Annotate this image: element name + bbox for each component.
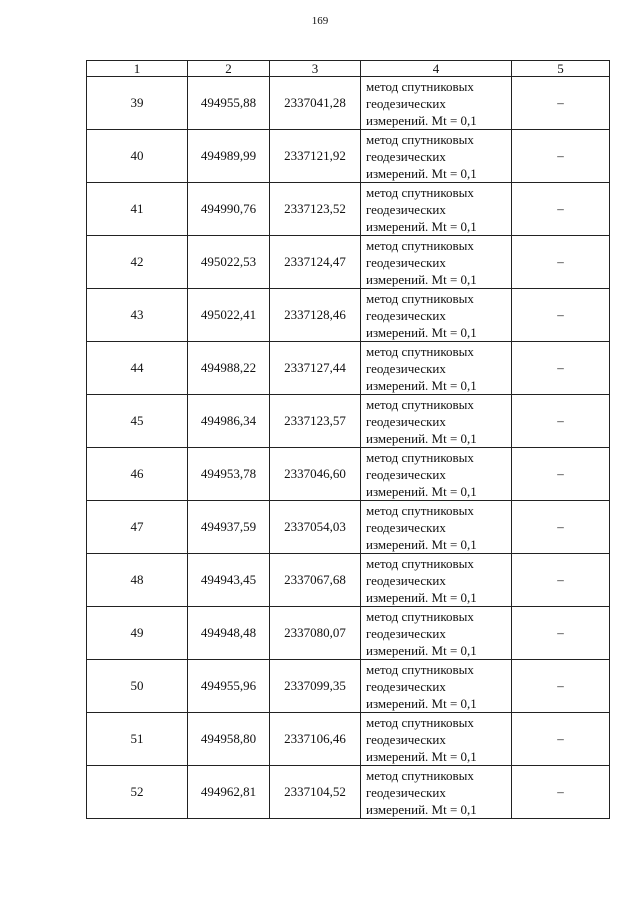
- column-header-4: 4: [361, 61, 512, 77]
- table-row: [87, 289, 610, 342]
- point-number-cell-text: 50: [130, 678, 144, 693]
- method-cell-text: метод спутниковых геодезических измерений. Mt = 0,1: [366, 184, 477, 234]
- point-number-cell-text: 42: [130, 254, 144, 269]
- point-number-cell: [87, 183, 188, 236]
- point-number-cell-text: 46: [130, 466, 144, 481]
- method-cell: [361, 289, 512, 342]
- y-coordinate-cell: [270, 501, 361, 554]
- table-row: [87, 395, 610, 448]
- column-header-3: 3: [270, 61, 361, 77]
- table-body: [87, 77, 610, 819]
- note-cell: [512, 342, 610, 395]
- method-cell: [361, 183, 512, 236]
- y-coordinate-cell: [270, 554, 361, 607]
- y-coordinate-cell-text: 2337099,35: [284, 678, 346, 693]
- method-cell-text: метод спутниковых геодезических измерений. Mt = 0,1: [366, 237, 477, 287]
- note-cell-text: –: [557, 254, 564, 269]
- method-cell-text: метод спутниковых геодезических измерений. Mt = 0,1: [366, 396, 477, 446]
- y-coordinate-cell: [270, 77, 361, 130]
- method-cell: [361, 342, 512, 395]
- method-cell: [361, 501, 512, 554]
- x-coordinate-cell-text: 494953,78: [200, 466, 257, 481]
- note-cell-text: –: [557, 95, 564, 110]
- point-number-cell: [87, 130, 188, 183]
- table-row: [87, 183, 610, 236]
- y-coordinate-cell-text: 2337124,47: [284, 254, 346, 269]
- x-coordinate-cell: [188, 130, 270, 183]
- point-number-cell-text: 51: [130, 731, 144, 746]
- note-cell: [512, 77, 610, 130]
- table-row: [87, 236, 610, 289]
- x-coordinate-cell: [188, 501, 270, 554]
- point-number-cell: [87, 77, 188, 130]
- note-cell: [512, 660, 610, 713]
- note-cell-text: –: [557, 148, 564, 163]
- note-cell-text: –: [557, 201, 564, 216]
- column-header-5: 5: [512, 61, 610, 77]
- point-number-cell: [87, 289, 188, 342]
- table-row: [87, 448, 610, 501]
- method-cell: [361, 713, 512, 766]
- method-cell-text: метод спутниковых геодезических измерений. Mt = 0,1: [366, 767, 477, 817]
- y-coordinate-cell-text: 2337067,68: [284, 572, 346, 587]
- x-coordinate-cell: [188, 77, 270, 130]
- note-cell-text: –: [557, 731, 564, 746]
- note-cell: [512, 289, 610, 342]
- y-coordinate-cell: [270, 183, 361, 236]
- x-coordinate-cell: [188, 713, 270, 766]
- method-cell: [361, 130, 512, 183]
- x-coordinate-cell: [188, 342, 270, 395]
- table-row: [87, 766, 610, 819]
- note-cell-text: –: [557, 519, 564, 534]
- method-cell-text: метод спутниковых геодезических измерений. Mt = 0,1: [366, 449, 477, 499]
- note-cell: [512, 554, 610, 607]
- method-cell: [361, 607, 512, 660]
- y-coordinate-cell-text: 2337041,28: [284, 95, 346, 110]
- note-cell-text: –: [557, 572, 564, 587]
- table-row: [87, 77, 610, 130]
- y-coordinate-cell: [270, 713, 361, 766]
- note-cell-text: –: [557, 413, 564, 428]
- point-number-cell: [87, 342, 188, 395]
- point-number-cell: [87, 448, 188, 501]
- method-cell: [361, 660, 512, 713]
- point-number-cell: [87, 236, 188, 289]
- point-number-cell-text: 39: [130, 95, 144, 110]
- note-cell: [512, 236, 610, 289]
- method-cell-text: метод спутниковых геодезических измерений. Mt = 0,1: [366, 714, 477, 764]
- point-number-cell: [87, 660, 188, 713]
- point-number-cell-text: 48: [130, 572, 144, 587]
- y-coordinate-cell: [270, 289, 361, 342]
- y-coordinate-cell: [270, 236, 361, 289]
- method-cell-text: метод спутниковых геодезических измерений. Mt = 0,1: [366, 78, 477, 128]
- point-number-cell: [87, 766, 188, 819]
- point-number-cell-text: 52: [130, 784, 144, 799]
- y-coordinate-cell-text: 2337054,03: [284, 519, 346, 534]
- point-number-cell-text: 41: [130, 201, 144, 216]
- y-coordinate-cell-text: 2337106,46: [284, 731, 346, 746]
- column-header-1: 1: [87, 61, 188, 77]
- y-coordinate-cell-text: 2337123,52: [284, 201, 346, 216]
- x-coordinate-cell-text: 494986,34: [200, 413, 257, 428]
- note-cell: [512, 766, 610, 819]
- page-number: 169: [311, 15, 329, 27]
- point-number-cell: [87, 713, 188, 766]
- x-coordinate-cell-text: 494958,80: [200, 731, 257, 746]
- table-row: [87, 554, 610, 607]
- point-number-cell-text: 47: [130, 519, 144, 534]
- note-cell-text: –: [557, 625, 564, 640]
- y-coordinate-cell-text: 2337127,44: [284, 360, 346, 375]
- x-coordinate-cell-text: 494955,96: [200, 678, 257, 693]
- table-row: [87, 501, 610, 554]
- table-row: [87, 660, 610, 713]
- y-coordinate-cell: [270, 130, 361, 183]
- note-cell: [512, 130, 610, 183]
- note-cell: [512, 395, 610, 448]
- x-coordinate-cell-text: 494990,76: [200, 201, 257, 216]
- coordinates-table: [86, 60, 610, 819]
- x-coordinate-cell-text: 495022,53: [200, 254, 257, 269]
- point-number-cell: [87, 554, 188, 607]
- method-cell: [361, 554, 512, 607]
- note-cell-text: –: [557, 784, 564, 799]
- x-coordinate-cell: [188, 766, 270, 819]
- point-number-cell: [87, 395, 188, 448]
- x-coordinate-cell: [188, 607, 270, 660]
- method-cell-text: метод спутниковых геодезических измерений. Mt = 0,1: [366, 343, 477, 393]
- point-number-cell-text: 43: [130, 307, 144, 322]
- method-cell-text: метод спутниковых геодезических измерений. Mt = 0,1: [366, 555, 477, 605]
- x-coordinate-cell-text: 495022,41: [200, 307, 257, 322]
- note-cell: [512, 501, 610, 554]
- x-coordinate-cell: [188, 183, 270, 236]
- point-number-cell: [87, 501, 188, 554]
- note-cell: [512, 607, 610, 660]
- x-coordinate-cell: [188, 554, 270, 607]
- method-cell: [361, 77, 512, 130]
- point-number-cell-text: 44: [130, 360, 144, 375]
- method-cell: [361, 236, 512, 289]
- x-coordinate-cell: [188, 289, 270, 342]
- point-number-cell-text: 45: [130, 413, 144, 428]
- y-coordinate-cell-text: 2337104,52: [284, 784, 346, 799]
- note-cell-text: –: [557, 360, 564, 375]
- y-coordinate-cell: [270, 766, 361, 819]
- method-cell: [361, 448, 512, 501]
- method-cell: [361, 395, 512, 448]
- method-cell-text: метод спутниковых геодезических измерений. Mt = 0,1: [366, 608, 477, 658]
- method-cell-text: метод спутниковых геодезических измерений. Mt = 0,1: [366, 661, 477, 711]
- x-coordinate-cell-text: 494988,22: [200, 360, 257, 375]
- x-coordinate-cell-text: 494962,81: [200, 784, 257, 799]
- y-coordinate-cell: [270, 448, 361, 501]
- y-coordinate-cell-text: 2337128,46: [284, 307, 346, 322]
- table-row: [87, 130, 610, 183]
- x-coordinate-cell: [188, 236, 270, 289]
- note-cell-text: –: [557, 466, 564, 481]
- x-coordinate-cell-text: 494937,59: [200, 519, 257, 534]
- x-coordinate-cell-text: 494955,88: [200, 95, 257, 110]
- x-coordinate-cell-text: 494989,99: [200, 148, 257, 163]
- y-coordinate-cell-text: 2337121,92: [284, 148, 346, 163]
- x-coordinate-cell-text: 494948,48: [200, 625, 257, 640]
- point-number-cell-text: 49: [130, 625, 144, 640]
- method-cell-text: метод спутниковых геодезических измерений. Mt = 0,1: [366, 502, 477, 552]
- x-coordinate-cell: [188, 395, 270, 448]
- method-cell: [361, 766, 512, 819]
- x-coordinate-cell: [188, 448, 270, 501]
- y-coordinate-cell-text: 2337046,60: [284, 466, 346, 481]
- header-row: [87, 61, 610, 77]
- method-cell-text: метод спутниковых геодезических измерений. Mt = 0,1: [366, 290, 477, 340]
- y-coordinate-cell-text: 2337123,57: [284, 413, 346, 428]
- x-coordinate-cell-text: 494943,45: [200, 572, 257, 587]
- y-coordinate-cell: [270, 660, 361, 713]
- table-row: [87, 713, 610, 766]
- column-header-2: 2: [188, 61, 270, 77]
- method-cell-text: метод спутниковых геодезических измерений. Mt = 0,1: [366, 131, 477, 181]
- point-number-cell: [87, 607, 188, 660]
- note-cell-text: –: [557, 307, 564, 322]
- y-coordinate-cell-text: 2337080,07: [284, 625, 346, 640]
- note-cell: [512, 183, 610, 236]
- note-cell: [512, 448, 610, 501]
- note-cell-text: –: [557, 678, 564, 693]
- table-row: [87, 342, 610, 395]
- table-row: [87, 607, 610, 660]
- x-coordinate-cell: [188, 660, 270, 713]
- y-coordinate-cell: [270, 395, 361, 448]
- y-coordinate-cell: [270, 607, 361, 660]
- point-number-cell-text: 40: [130, 148, 144, 163]
- y-coordinate-cell: [270, 342, 361, 395]
- note-cell: [512, 713, 610, 766]
